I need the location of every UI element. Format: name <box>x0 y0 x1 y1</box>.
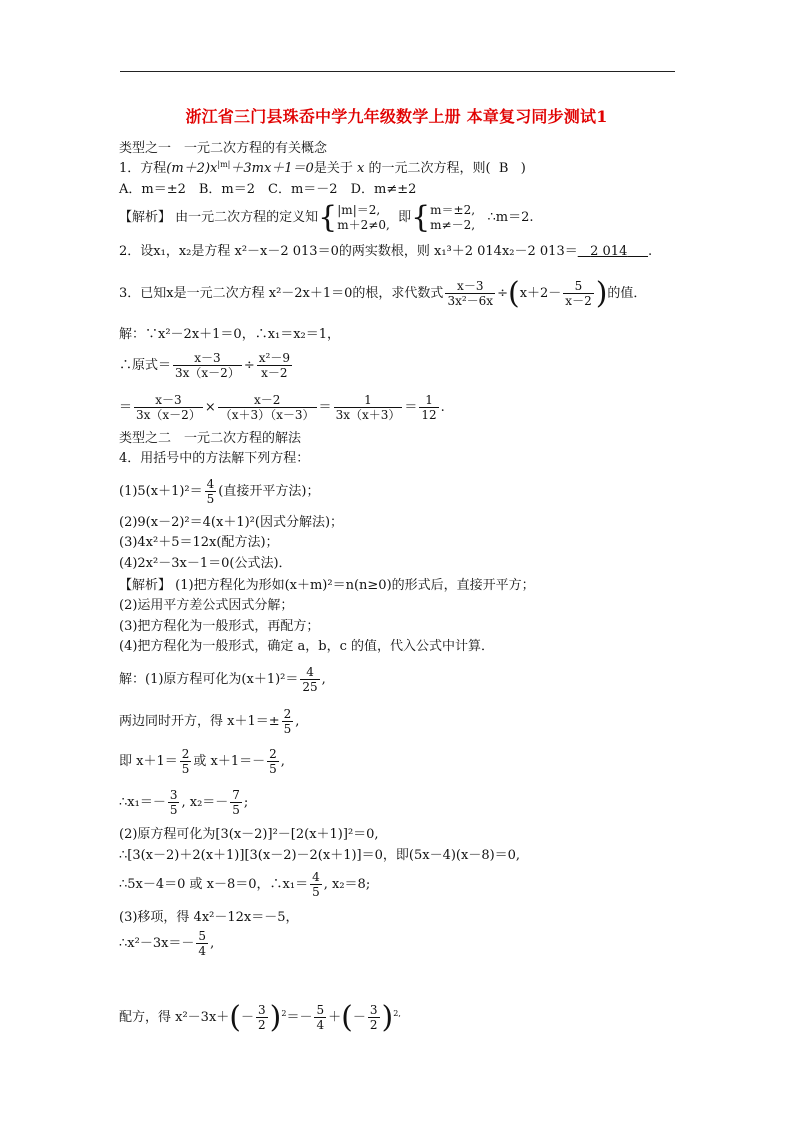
q3-fraction-2: $\frac{5}{x-2}$ <box>565 279 592 308</box>
q3-fraction-1: $\frac{x-3}{\text{3x²－6x}}$ <box>447 279 494 308</box>
q4-analysis-1: 【解析】 (1)把方程化为形如(x＋m)²＝n(n≥0)的形式后，直接开平方； <box>119 578 535 593</box>
q3-text: 3．已知x是一元二次方程 x²－2x＋1＝0的根，求代数式 <box>119 286 444 301</box>
right-paren-icon: ) <box>595 275 608 311</box>
q2-text: 2．设x₁，x₂是方程 x²－x－2 013＝0的两实数根，则 x₁³＋2 014x₂－2 013＝ <box>119 244 578 259</box>
solution-3-line-1: 解：∵x²－2x＋1＝0，∴x₁＝x₂＝1， <box>119 327 341 342</box>
fraction: $\frac{1}{3x(x+3)}$ <box>335 393 401 422</box>
left-paren-icon: ( <box>341 999 353 1035</box>
q4-part-2: (2)9(x－2)²＝4(x＋1)²(因式分解法)； <box>119 515 344 530</box>
analysis-tag: 【解析】 <box>119 578 172 593</box>
q1-stem2: 是关于 <box>313 161 353 176</box>
fraction: $\frac{4}{5}$ <box>206 477 215 506</box>
question-4: 4．用括号中的方法解下列方程： <box>119 451 310 466</box>
q4-part-1: (1)5(x＋1)²＝ $\frac{4}{5}$ (直接开平方法)； <box>119 477 320 506</box>
question-2: 2．设x₁，x₂是方程 x²－x－2 013＝0的两实数根，则 x₁³＋2 014x₂－2 013＝ 2 014 . <box>119 244 653 259</box>
section-heading-2: 类型之二 一元二次方程的解法 <box>119 431 302 446</box>
q4-analysis-3: (3)把方程化为一般形式，再配方； <box>119 619 320 634</box>
fraction: $\frac{3}{2}$ <box>258 1003 266 1032</box>
q1-expression-b: ＋3mx＋1＝0 <box>230 161 314 176</box>
fraction: $\frac{1}{12}$ <box>421 393 437 422</box>
q1-expression: (m＋2)x <box>166 161 218 176</box>
equation-system-a: |m|＝2, m＋2≠0, <box>337 202 390 232</box>
left-paren-icon: ( <box>229 999 241 1035</box>
solution-4-line-5: (2)原方程可化为[3(x－2)]²－[2(x＋1)]²＝0, <box>119 827 379 842</box>
solution-4-line-6: ∴[3(x－2)＋2(x＋1)][3(x－2)－2(x＋1)]＝0，即(5x－4)(x－8)＝0, <box>119 848 521 863</box>
solution-4-line-10: 配方，得 x²－3x＋(－ $\frac{3}{2}$ )$^2$＝－ $\frac{5}{4}$ ＋(－ $\frac{3}{2}$ )$^{2,}$ <box>119 999 401 1035</box>
q4-analysis-4: (4)把方程化为一般形式，确定 a，b，c 的值，代入公式中计算． <box>119 639 495 654</box>
fraction: $\frac{x-3}{3x(x-2)}$ <box>136 393 201 422</box>
fraction: $\frac{x-3}{3x(x-2)}$ <box>175 351 240 380</box>
fraction: $\frac{5}{4}$ <box>198 929 207 958</box>
q1-options: A．m＝±2 B．m＝2 C．m＝－2 D．m≠±2 <box>119 182 417 197</box>
q4-part-4: (4)2x²－3x－1＝0(公式法)． <box>119 556 292 571</box>
analysis-text: 由一元二次方程的定义知 <box>175 210 319 225</box>
fraction: $\frac{x-2}{(x+3)(x-3)}$ <box>219 393 315 422</box>
q1-exponent: |m| <box>217 160 231 169</box>
q1-variable: x <box>357 161 365 176</box>
q4-part-3: (3)4x²＋5＝12x(配方法)； <box>119 535 279 550</box>
question-3: 3．已知x是一元二次方程 x²－2x＋1＝0的根，求代数式 $\frac{x-3}{\text{3x²－6x}}$ ÷(x＋2－ $\frac{5}{x-2}$ )的值． <box>119 275 647 311</box>
fraction: $\frac{2}{5}$ <box>269 747 277 776</box>
q2-answer: 2 014 <box>590 244 628 259</box>
fraction: $\frac{5}{4}$ <box>316 1003 325 1032</box>
question-1 <box>119 161 526 177</box>
left-paren-icon: ( <box>507 275 520 311</box>
q1-close: ) <box>520 161 526 176</box>
fraction: $\frac{3}{5}$ <box>169 788 178 817</box>
solution-4-line-9: ∴x²－3x＝－ $\frac{5}{4}$ , <box>119 929 215 958</box>
fraction: $\frac{2}{5}$ <box>283 707 292 736</box>
analysis-tag: 【解析】 <box>119 210 172 225</box>
equation-system-b: m＝±2, m≠－2, <box>430 202 476 232</box>
q1-stem: 方程 <box>140 161 167 176</box>
section-heading-1: 类型之一 一元二次方程的有关概念 <box>119 141 328 156</box>
header-rule <box>120 71 675 72</box>
fraction: $\frac{2}{5}$ <box>181 747 190 776</box>
fraction: $\frac{7}{5}$ <box>232 788 240 817</box>
right-paren-icon: ) <box>381 999 394 1035</box>
solution-3-line-2: ∴原式＝ $\frac{x-3}{3x(x-2)}$ ÷ $\frac{\text{x²－9}}{x-2}$ <box>119 351 290 380</box>
fraction: $\frac{3}{2}$ <box>369 1003 378 1032</box>
solution-3-line-3: ＝ $\frac{x-3}{3x(x-2)}$ × $\frac{x-2}{(x+3)(x-3)}$ ＝ $\frac{1}{3x(x+3)}$ ＝ $\frac{1}{12}$ . <box>119 393 445 422</box>
fraction: $\frac{4}{5}$ <box>312 870 320 899</box>
left-brace-icon: { <box>411 199 431 235</box>
q1-analysis <box>119 198 533 238</box>
analysis-text2: 即 <box>398 210 412 225</box>
solution-4-line-1: 解：(1)原方程可化为(x＋1)²＝ $\frac{4}{25}$ , <box>119 665 326 694</box>
q1-number: 1． <box>119 161 141 176</box>
solution-4-line-2: 两边同时开方，得 x＋1＝± $\frac{2}{5}$ , <box>119 707 300 736</box>
solution-4-line-7: ∴5x－4＝0 或 x－8＝0，∴x₁＝ $\frac{4}{5}$ , x₂＝8; <box>119 870 371 899</box>
document-title: 浙江省三门县珠岙中学九年级数学上册 本章复习同步测试1 <box>185 107 608 126</box>
solution-4-line-3: 即 x＋1＝ $\frac{2}{5}$ 或 x＋1＝－ $\frac{2}{5}$ , <box>119 747 285 776</box>
fraction: $\frac{4}{25}$ <box>302 665 318 694</box>
q1-answer: B <box>498 161 509 176</box>
analysis-conclusion: ∴m＝2. <box>487 210 534 225</box>
q4-analysis-2: (2)运用平方差公式因式分解； <box>119 598 294 613</box>
solution-4-line-8: (3)移项，得 4x²－12x＝－5， <box>119 910 299 925</box>
left-brace-icon: { <box>318 199 338 235</box>
fraction: $\frac{\text{x²－9}}{x-2}$ <box>258 351 290 380</box>
q1-stem3: 的一元二次方程，则( <box>368 161 491 176</box>
solution-4-line-4: ∴x₁＝－ $\frac{3}{5}$ , x₂＝－ $\frac{7}{5}$ ; <box>119 788 249 817</box>
right-paren-icon: ) <box>269 999 282 1035</box>
